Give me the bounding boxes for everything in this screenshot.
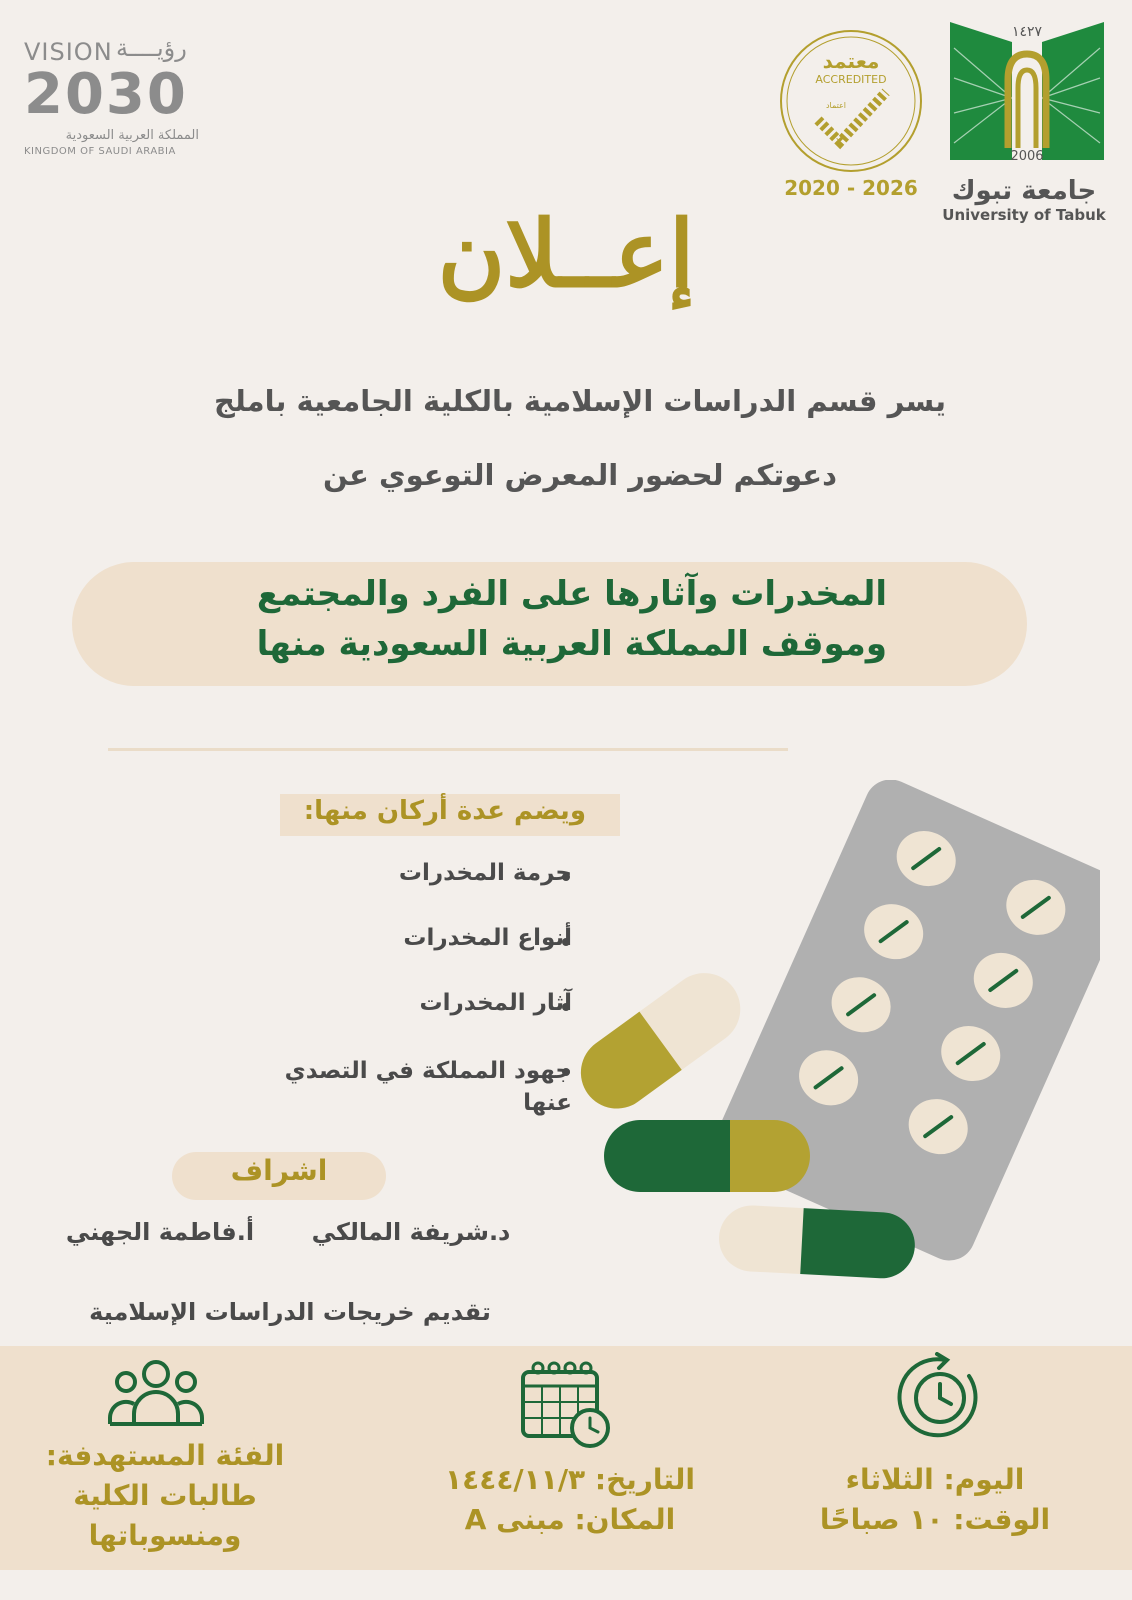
vision-word: VISION <box>24 38 113 66</box>
pillars-heading: ويضم عدة أركان منها: <box>303 796 586 826</box>
supervisor-2: أ.فاطمة الجهني <box>65 1218 255 1246</box>
accreditation-years: 2020 - 2026 <box>784 176 918 200</box>
university-name-arabic: جامعة تبوك <box>951 176 1097 206</box>
event-date-place <box>440 1460 700 1540</box>
accreditation-badge-text: اعتماد <box>825 101 847 110</box>
pillar-item: جهود المملكة في التصدي عنها <box>284 1058 572 1116</box>
topic-line-1: المخدرات وآثارها على الفرد والمجتمع <box>256 574 887 614</box>
announcement-title: إعــلان <box>437 200 695 308</box>
event-date: التاريخ: ١٤٤٤/١١/٣ <box>445 1463 695 1496</box>
event-target-audience <box>30 1436 300 1556</box>
pillar-item: أنواع المخدرات <box>403 925 572 951</box>
supervision-label: اشراف <box>230 1154 328 1187</box>
calendar-clock-icon <box>520 1360 612 1450</box>
vision-arabic-word: رؤيــــة <box>116 34 187 62</box>
target-line-2: طالبات الكلية <box>73 1479 257 1512</box>
section-divider <box>108 748 788 751</box>
pills-illustration-icon <box>580 780 1100 1280</box>
event-place: المكان: مبنى A <box>464 1503 676 1536</box>
stopwatch-icon <box>895 1352 985 1442</box>
supervisor-1: د.شريفة المالكي <box>311 1218 511 1246</box>
university-hijri-year: ١٤٢٧ <box>1011 24 1043 40</box>
target-label: الفئة المستهدفة: <box>45 1439 285 1472</box>
university-of-tabuk-logo <box>948 18 1106 164</box>
vision-number: 2030 <box>24 62 188 127</box>
vision-kingdom-arabic: المملكة العربية السعودية <box>65 128 199 143</box>
university-name-english: University of Tabuk <box>942 206 1106 224</box>
accredited-english: ACCREDITED <box>815 73 887 86</box>
pillar-item: آثار المخدرات <box>419 990 572 1016</box>
pillar-item: حرمة المخدرات <box>398 860 572 886</box>
intro-line-1: يسر قسم الدراسات الإسلامية بالكلية الجامعية باملج <box>213 384 947 418</box>
accredited-arabic: معتمد <box>822 49 880 73</box>
topic-line-2: وموقف المملكة العربية السعودية منها <box>256 624 887 664</box>
accreditation-seal-icon <box>778 28 924 174</box>
event-day: اليوم: الثلاثاء <box>845 1463 1025 1496</box>
vision-kingdom-english: KINGDOM OF SAUDI ARABIA <box>24 146 176 157</box>
event-day-time <box>810 1460 1060 1540</box>
target-line-3: ومنسوباتها <box>88 1519 242 1552</box>
event-time: الوقت: ١٠ صباحًا <box>819 1503 1051 1536</box>
presented-by: تقديم خريجات الدراسات الإسلامية <box>89 1298 491 1326</box>
users-group-icon <box>106 1358 206 1430</box>
vision-2030-logo <box>24 34 214 158</box>
university-founding-year: 2006 <box>1010 149 1044 164</box>
intro-line-2: دعوتكم لحضور المعرض التوعوي عن <box>322 458 837 492</box>
